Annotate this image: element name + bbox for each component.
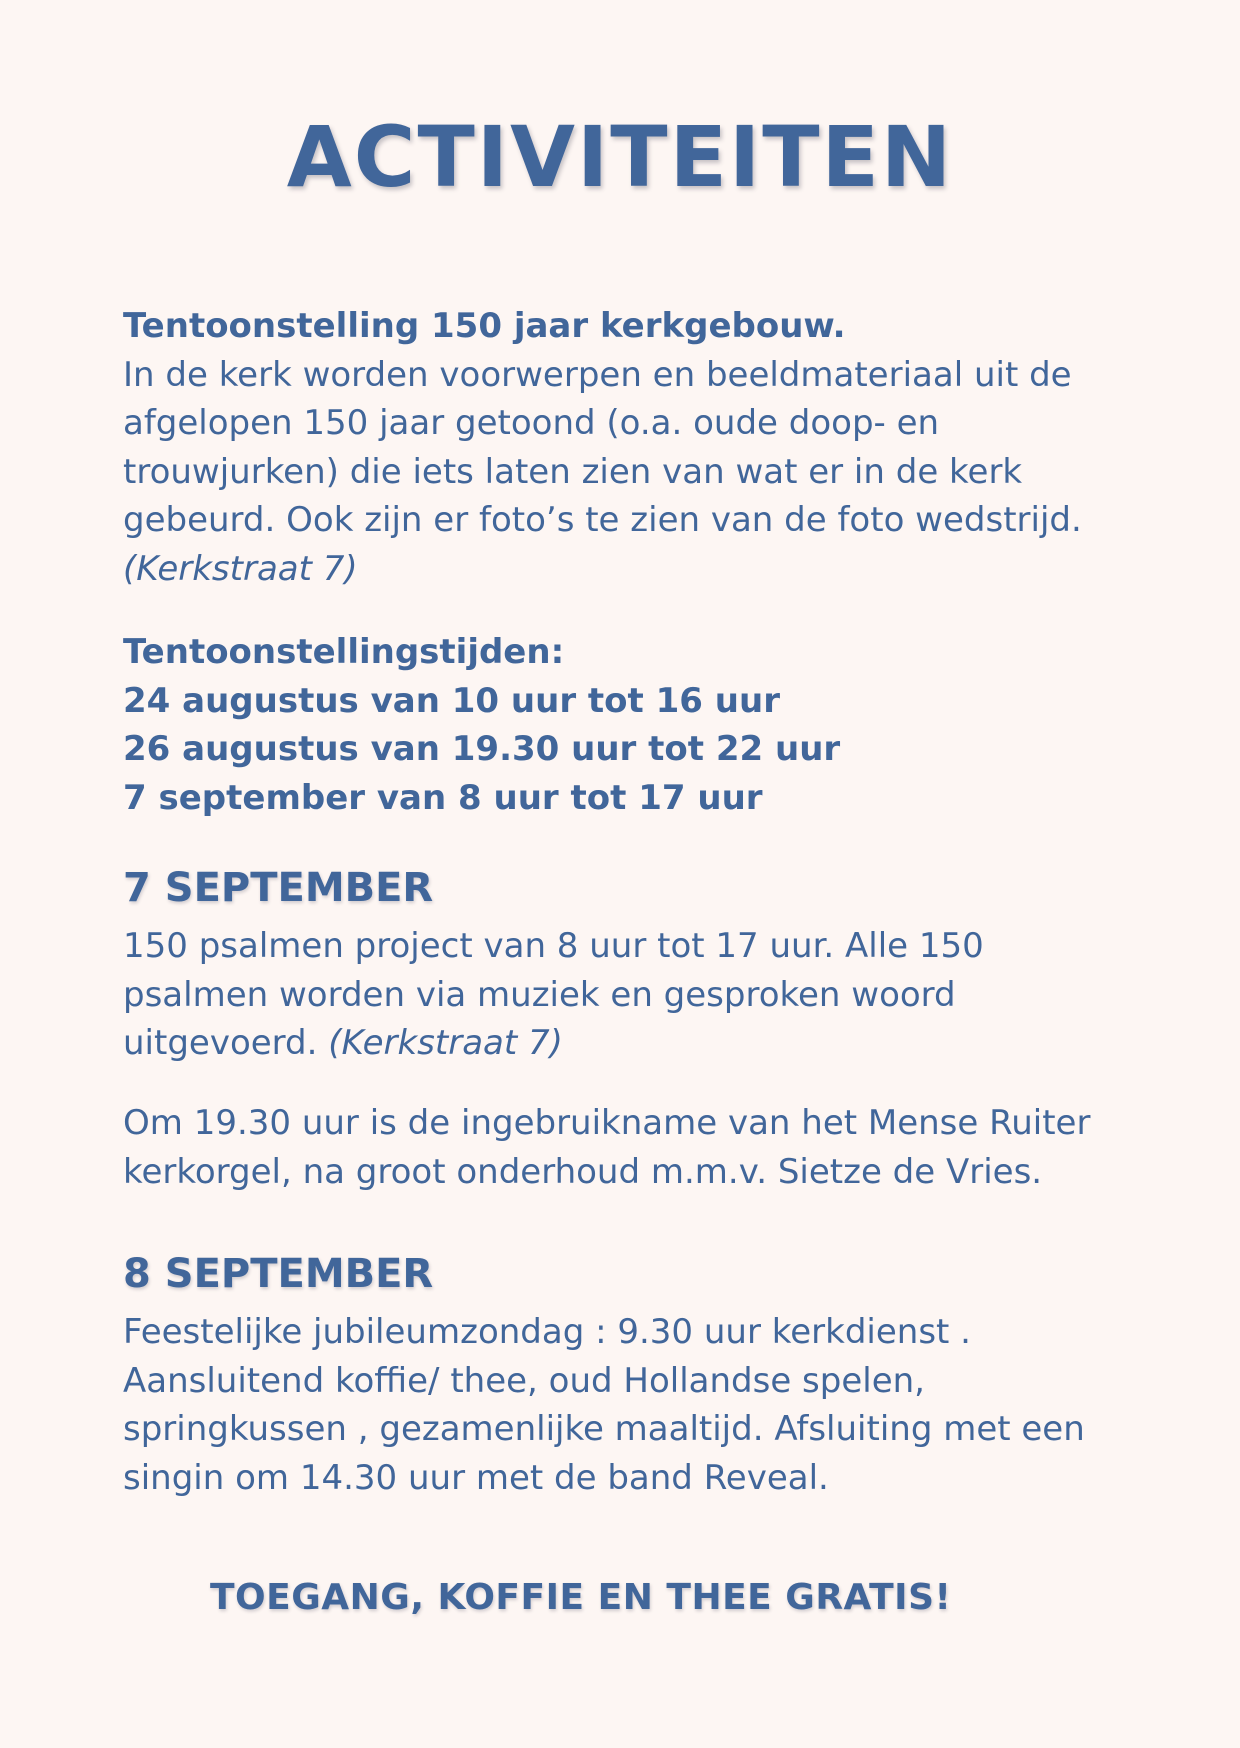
- tentoonstelling-line: afgelopen 150 jaar getoond (o.a. oude doop- en: [123, 403, 940, 443]
- sept7-body: [123, 922, 1113, 1068]
- sept7-last-line: uitgevoerd.: [123, 1023, 318, 1063]
- tentoonstelling-line: In de kerk worden voorwerpen en beeldmateriaal uit de: [123, 354, 1072, 395]
- sept7-line: psalmen worden via muziek en gesproken woord: [123, 974, 956, 1015]
- tentoonstelling-line: gebeurd. Ook zijn er foto’s te zien van de foto wedstrijd.: [123, 500, 1082, 540]
- tijden-heading: Tentoonstellingstijden:: [123, 632, 565, 672]
- tentoonstelling-line: trouwjurken) die iets laten zien van wat er in de kerk: [123, 451, 1023, 492]
- tijden-item: 24 augustus van 10 uur tot 16 uur: [123, 680, 780, 721]
- tijden-section: [123, 628, 1113, 822]
- sept7-heading: 7 SEPTEMBER: [123, 865, 434, 911]
- page-title: ACTIVITEITEN: [286, 108, 954, 206]
- sept7-orgel: [123, 1099, 1113, 1196]
- footer-notice: TOEGANG, KOFFIE EN THEE GRATIS!: [210, 1577, 952, 1618]
- sept7-line: 150 psalmen project van 8 uur tot 17 uur. Alle 150: [123, 926, 984, 966]
- orgel-line: Om 19.30 uur is de ingebruikname van het Mense Ruiter: [123, 1103, 1091, 1143]
- tentoonstelling-section: [123, 302, 1113, 593]
- sept8-body: [123, 1308, 1113, 1502]
- tijden-item: 7 september van 8 uur tot 17 uur: [123, 777, 763, 818]
- sept8-line: singin om 14.30 uur met de band Reveal.: [123, 1457, 829, 1498]
- sept8-heading: 8 SEPTEMBER: [123, 1251, 434, 1297]
- tentoonstelling-location: (Kerkstraat 7): [123, 548, 358, 589]
- sept7-location: (Kerkstraat 7): [328, 1023, 563, 1063]
- sept8-section: [123, 1250, 1113, 1298]
- orgel-line: kerkorgel, na groot onderhoud m.m.v. Sietze de Vries.: [123, 1151, 1043, 1192]
- tentoonstelling-heading: Tentoonstelling 150 jaar kerkgebouw.: [123, 306, 846, 346]
- sept8-line: Feestelijke jubileumzondag : 9.30 uur kerkdienst .: [123, 1312, 971, 1352]
- sept7-line: [123, 1019, 1113, 1068]
- sept7-section: [123, 864, 1113, 912]
- sept8-line: springkussen , gezamenlijke maaltijd. Afsluiting met een: [123, 1409, 1085, 1449]
- sept8-line: Aansluitend koffie/ thee, oud Hollandse spelen,: [123, 1360, 925, 1401]
- tijden-item: 26 augustus van 19.30 uur tot 22 uur: [123, 729, 841, 769]
